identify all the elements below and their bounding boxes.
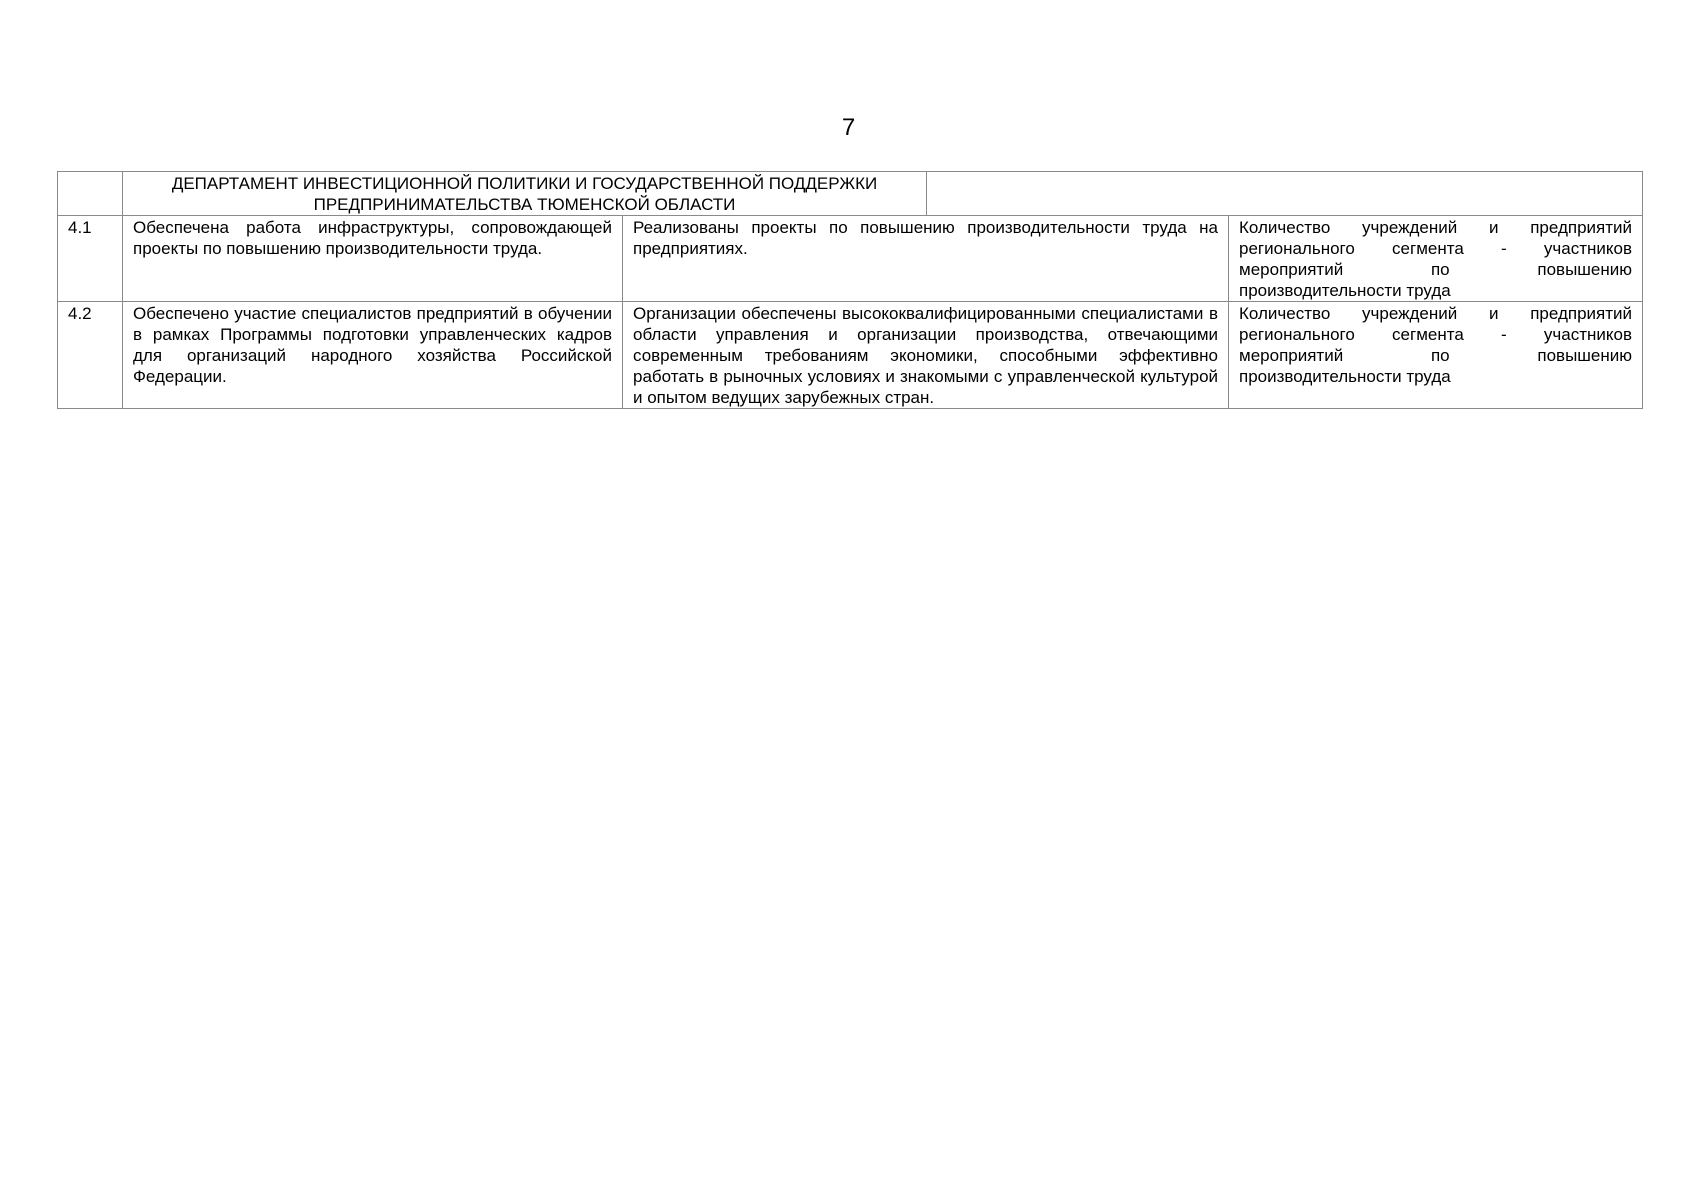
department-title-line2: ПРЕДПРИНИМАТЕЛЬСТВА ТЮМЕНСКОЙ ОБЛАСТИ: [313, 195, 736, 214]
action-cell: Обеспечено участие специалистов предприятий в обучении в рамках Программы подготовки управленческих кадров для организаций народного хозяйства Российской Федерации.: [123, 302, 623, 409]
table-row: [58, 216, 1643, 302]
row-number: 4.2: [58, 302, 123, 409]
empty-number-cell: [58, 172, 123, 216]
department-title: [123, 172, 927, 216]
department-header-row: [58, 172, 1643, 216]
indicator-cell: Количество учреждений и предприятий регионального сегмента - участников мероприятий по повышению производительности труда: [1229, 302, 1643, 409]
row-number: 4.1: [58, 216, 123, 302]
department-title-line1: ДЕПАРТАМЕНТ ИНВЕСТИЦИОННОЙ ПОЛИТИКИ И ГОСУДАРСТВЕННОЙ ПОДДЕРЖКИ: [171, 174, 878, 193]
action-cell: Обеспечена работа инфраструктуры, сопровождающей проекты по повышению производительности труда.: [123, 216, 623, 302]
result-cell: Организации обеспечены высококвалифицированными специалистами в области управления и организации производства, отвечающими современным требованиям экономики, способными эффективно работать в рыночных условиях и знакомыми с управленческой культурой и опытом ведущих зарубежных стран.: [623, 302, 1229, 409]
page-number: 7: [841, 114, 856, 141]
indicator-cell: Количество учреждений и предприятий регионального сегмента - участников мероприятий по повышению производительности труда: [1229, 216, 1643, 302]
empty-header-cell: [927, 172, 1643, 216]
result-cell: Реализованы проекты по повышению производительности труда на предприятиях.: [623, 216, 1229, 302]
document-table: [57, 171, 1643, 409]
table-row: [58, 302, 1643, 409]
